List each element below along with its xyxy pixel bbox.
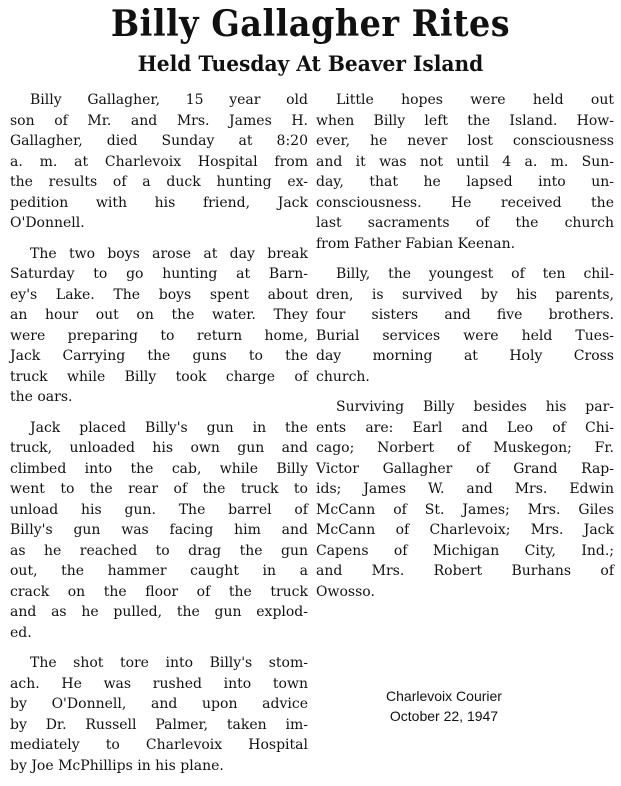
article-paragraph	[10, 244, 308, 408]
article-paragraph	[316, 90, 614, 254]
text-line: unload his gun. The barrel of	[10, 501, 308, 518]
text-line: dren, is survived by his parents,	[316, 286, 614, 303]
text-line: Jack placed Billy's gun in the	[30, 419, 308, 436]
text-line: consciousness. He received the	[316, 194, 614, 211]
text-line: McCann of St. James; Mrs. Giles	[316, 501, 614, 518]
text-line: Burial services were held Tues-	[316, 327, 614, 344]
text-line: an hour out on the water. They	[10, 307, 308, 323]
publication-date: October 22, 1947	[389, 708, 499, 724]
text-line: truck while Billy took charge of	[10, 368, 308, 385]
text-line: mediately to Charlevoix Hospital	[10, 737, 308, 753]
text-line: by O'Donnell, and upon advice	[10, 696, 308, 712]
text-line: cago; Norbert of Muskegon; Fr.	[316, 440, 614, 456]
text-line: O'Donnell.	[10, 215, 85, 231]
headline: Billy Gallagher Rites	[110, 3, 511, 45]
source-credit	[354, 686, 534, 726]
text-line: were preparing to return home,	[10, 327, 308, 344]
text-line: and Mrs. Robert Burhans of	[316, 563, 614, 579]
article-column-right	[316, 90, 614, 612]
text-line: out, the hammer caught in a	[10, 563, 308, 579]
text-line: Surviving Billy besides his par-	[336, 399, 614, 415]
article-paragraph	[10, 653, 308, 776]
text-line: Owosso.	[316, 583, 375, 600]
article-paragraph	[316, 397, 614, 602]
text-line: by Dr. Russell Palmer, taken im-	[10, 716, 308, 733]
text-line: as he reached to drag the gun	[10, 542, 308, 559]
text-line: son of Mr. and Mrs. James H.	[10, 112, 308, 129]
text-line: Little hopes were held out	[336, 92, 614, 108]
text-line: from Father Fabian Keenan.	[316, 235, 516, 252]
text-line: pedition with his friend, Jack	[10, 194, 308, 211]
text-line: Saturday to go hunting at Barn-	[10, 266, 308, 282]
text-line: Billy Gallagher, 15 year old	[30, 92, 308, 108]
text-line: day morning at Holy Cross	[316, 348, 614, 364]
article-paragraph	[316, 264, 614, 387]
text-line: truck, unloaded his own gun and	[10, 440, 308, 456]
text-line: ey's Lake. The boys spent about	[10, 286, 308, 303]
text-line: and as he pulled, the gun explod-	[10, 604, 308, 620]
text-line: and it was not until 4 a. m. Sun-	[316, 153, 614, 170]
text-line: when Billy left the Island. How-	[316, 112, 614, 129]
text-line: The shot tore into Billy's stom-	[30, 655, 308, 671]
text-line: Billy's gun was facing him and	[10, 522, 308, 538]
text-line: Billy, the youngest of ten chil-	[336, 266, 614, 282]
text-line: ach. He was rushed into town	[10, 675, 308, 692]
text-line: ids; James W. and Mrs. Edwin	[316, 481, 614, 497]
text-line: a. m. at Charlevoix Hospital from	[10, 153, 308, 170]
article-paragraph	[10, 90, 308, 234]
text-line: church.	[316, 368, 370, 385]
text-line: the results of a duck hunting ex-	[10, 174, 308, 190]
text-line: ents are: Earl and Leo of Chi-	[316, 419, 614, 436]
text-line: last sacraments of the church	[316, 215, 614, 231]
text-line: ever, he never lost consciousness	[316, 133, 614, 149]
publication-name: Charlevoix Courier	[386, 688, 502, 704]
text-line: went to the rear of the truck to	[10, 481, 308, 497]
text-line: by Joe McPhillips in his plane.	[10, 757, 224, 774]
text-line: four sisters and five brothers.	[316, 307, 614, 323]
text-line: ed.	[10, 624, 32, 641]
text-line: Gallagher, died Sunday at 8:20	[10, 133, 308, 149]
text-line: day, that he lapsed into un-	[316, 174, 614, 190]
text-line: crack on the floor of the truck	[10, 583, 308, 600]
text-line: Jack Carrying the guns to the	[10, 348, 308, 364]
text-line: the oars.	[10, 389, 73, 405]
text-line: Capens of Michigan City, Ind.;	[316, 542, 614, 559]
subheadline: Held Tuesday At Beaver Island	[137, 51, 484, 76]
text-line: McCann of Charlevoix; Mrs. Jack	[316, 522, 614, 538]
text-line: Victor Gallagher of Grand Rap-	[316, 460, 614, 477]
article-paragraph	[10, 418, 308, 644]
article-column-left	[10, 90, 308, 786]
text-line: The two boys arose at day break	[30, 245, 308, 262]
text-line: climbed into the cab, while Billy	[10, 460, 308, 477]
